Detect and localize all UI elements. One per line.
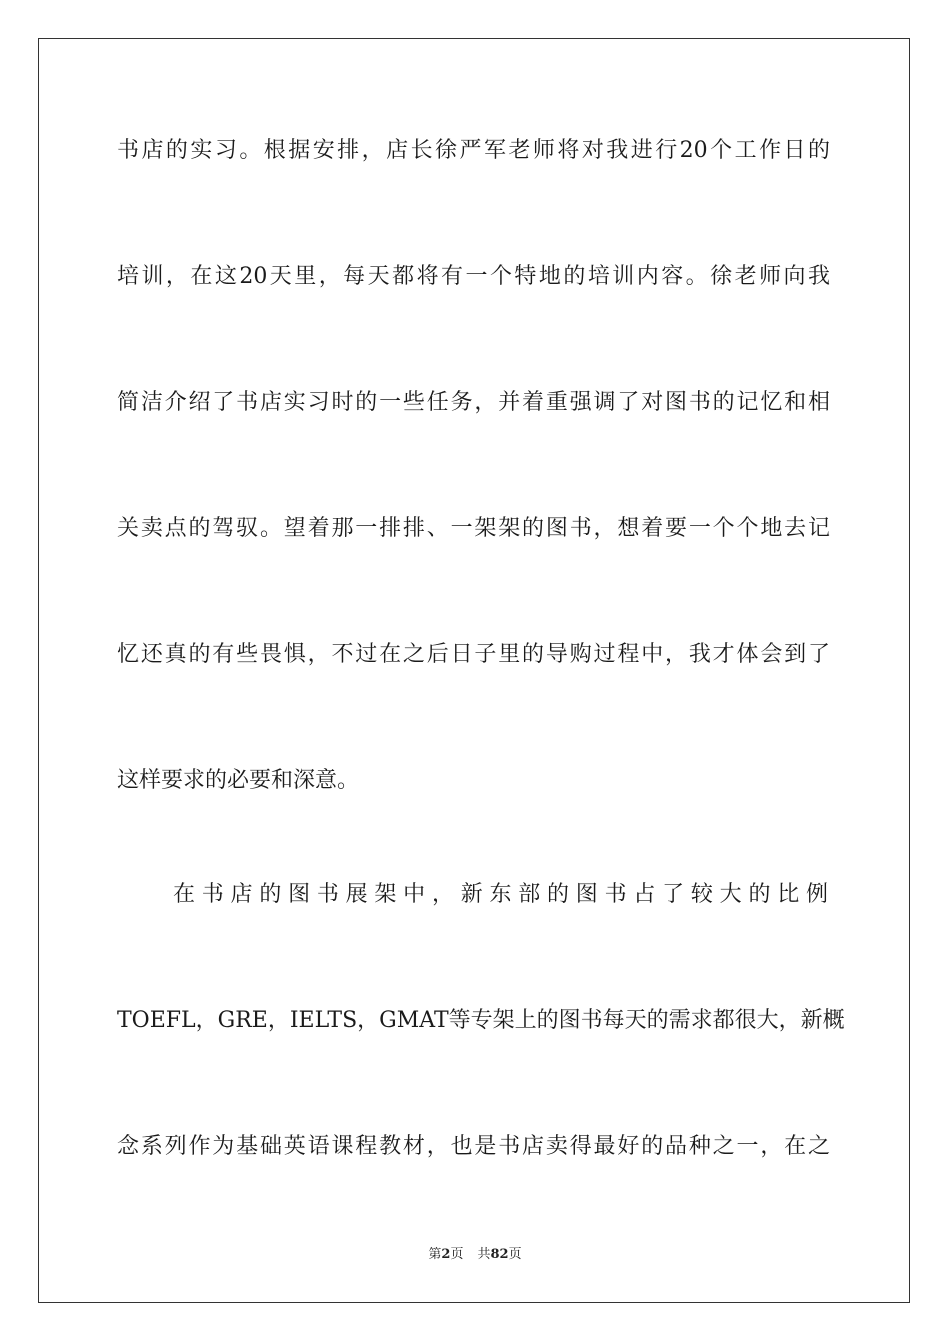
total-prefix: 共 — [477, 1247, 491, 1262]
text-line-5: 忆还真的有些畏惧，不过在之后日子里的导购过程中，我才体会到了 — [117, 642, 830, 667]
text-line-9: 念系列作为基础英语课程教材，也是书店卖得最好的品种之一，在之 — [117, 1134, 830, 1159]
text-line-6: 这样要求的必要和深意。 — [117, 768, 360, 793]
page-footer — [0, 1246, 950, 1264]
page-number: 2 — [441, 1247, 451, 1262]
text-line-4: 关卖点的驾驭。望着那一排排、一架架的图书，想着要一个个地去记 — [117, 516, 830, 541]
text-line-7: 在书店的图书展架中，新东部的图书占了较大的比例 — [173, 882, 828, 907]
total-pages: 82 — [490, 1247, 509, 1262]
text-line-1: 书店的实习。根据安排，店长徐严军老师将对我进行20个工作日的 — [117, 138, 830, 163]
page-prefix: 第 — [428, 1247, 442, 1262]
page-border — [38, 38, 910, 1303]
text-line-3: 简洁介绍了书店实习时的一些任务，并着重强调了对图书的记忆和相 — [117, 390, 830, 415]
page-suffix: 页 — [450, 1247, 464, 1262]
text-line-8: TOEFL，GRE，IELTS，GMAT等专架上的图书每天的需求都很大，新概 — [117, 1008, 845, 1033]
text-line-2: 培训，在这20天里，每天都将有一个特地的培训内容。徐老师向我 — [117, 264, 830, 289]
total-suffix: 页 — [508, 1247, 522, 1262]
